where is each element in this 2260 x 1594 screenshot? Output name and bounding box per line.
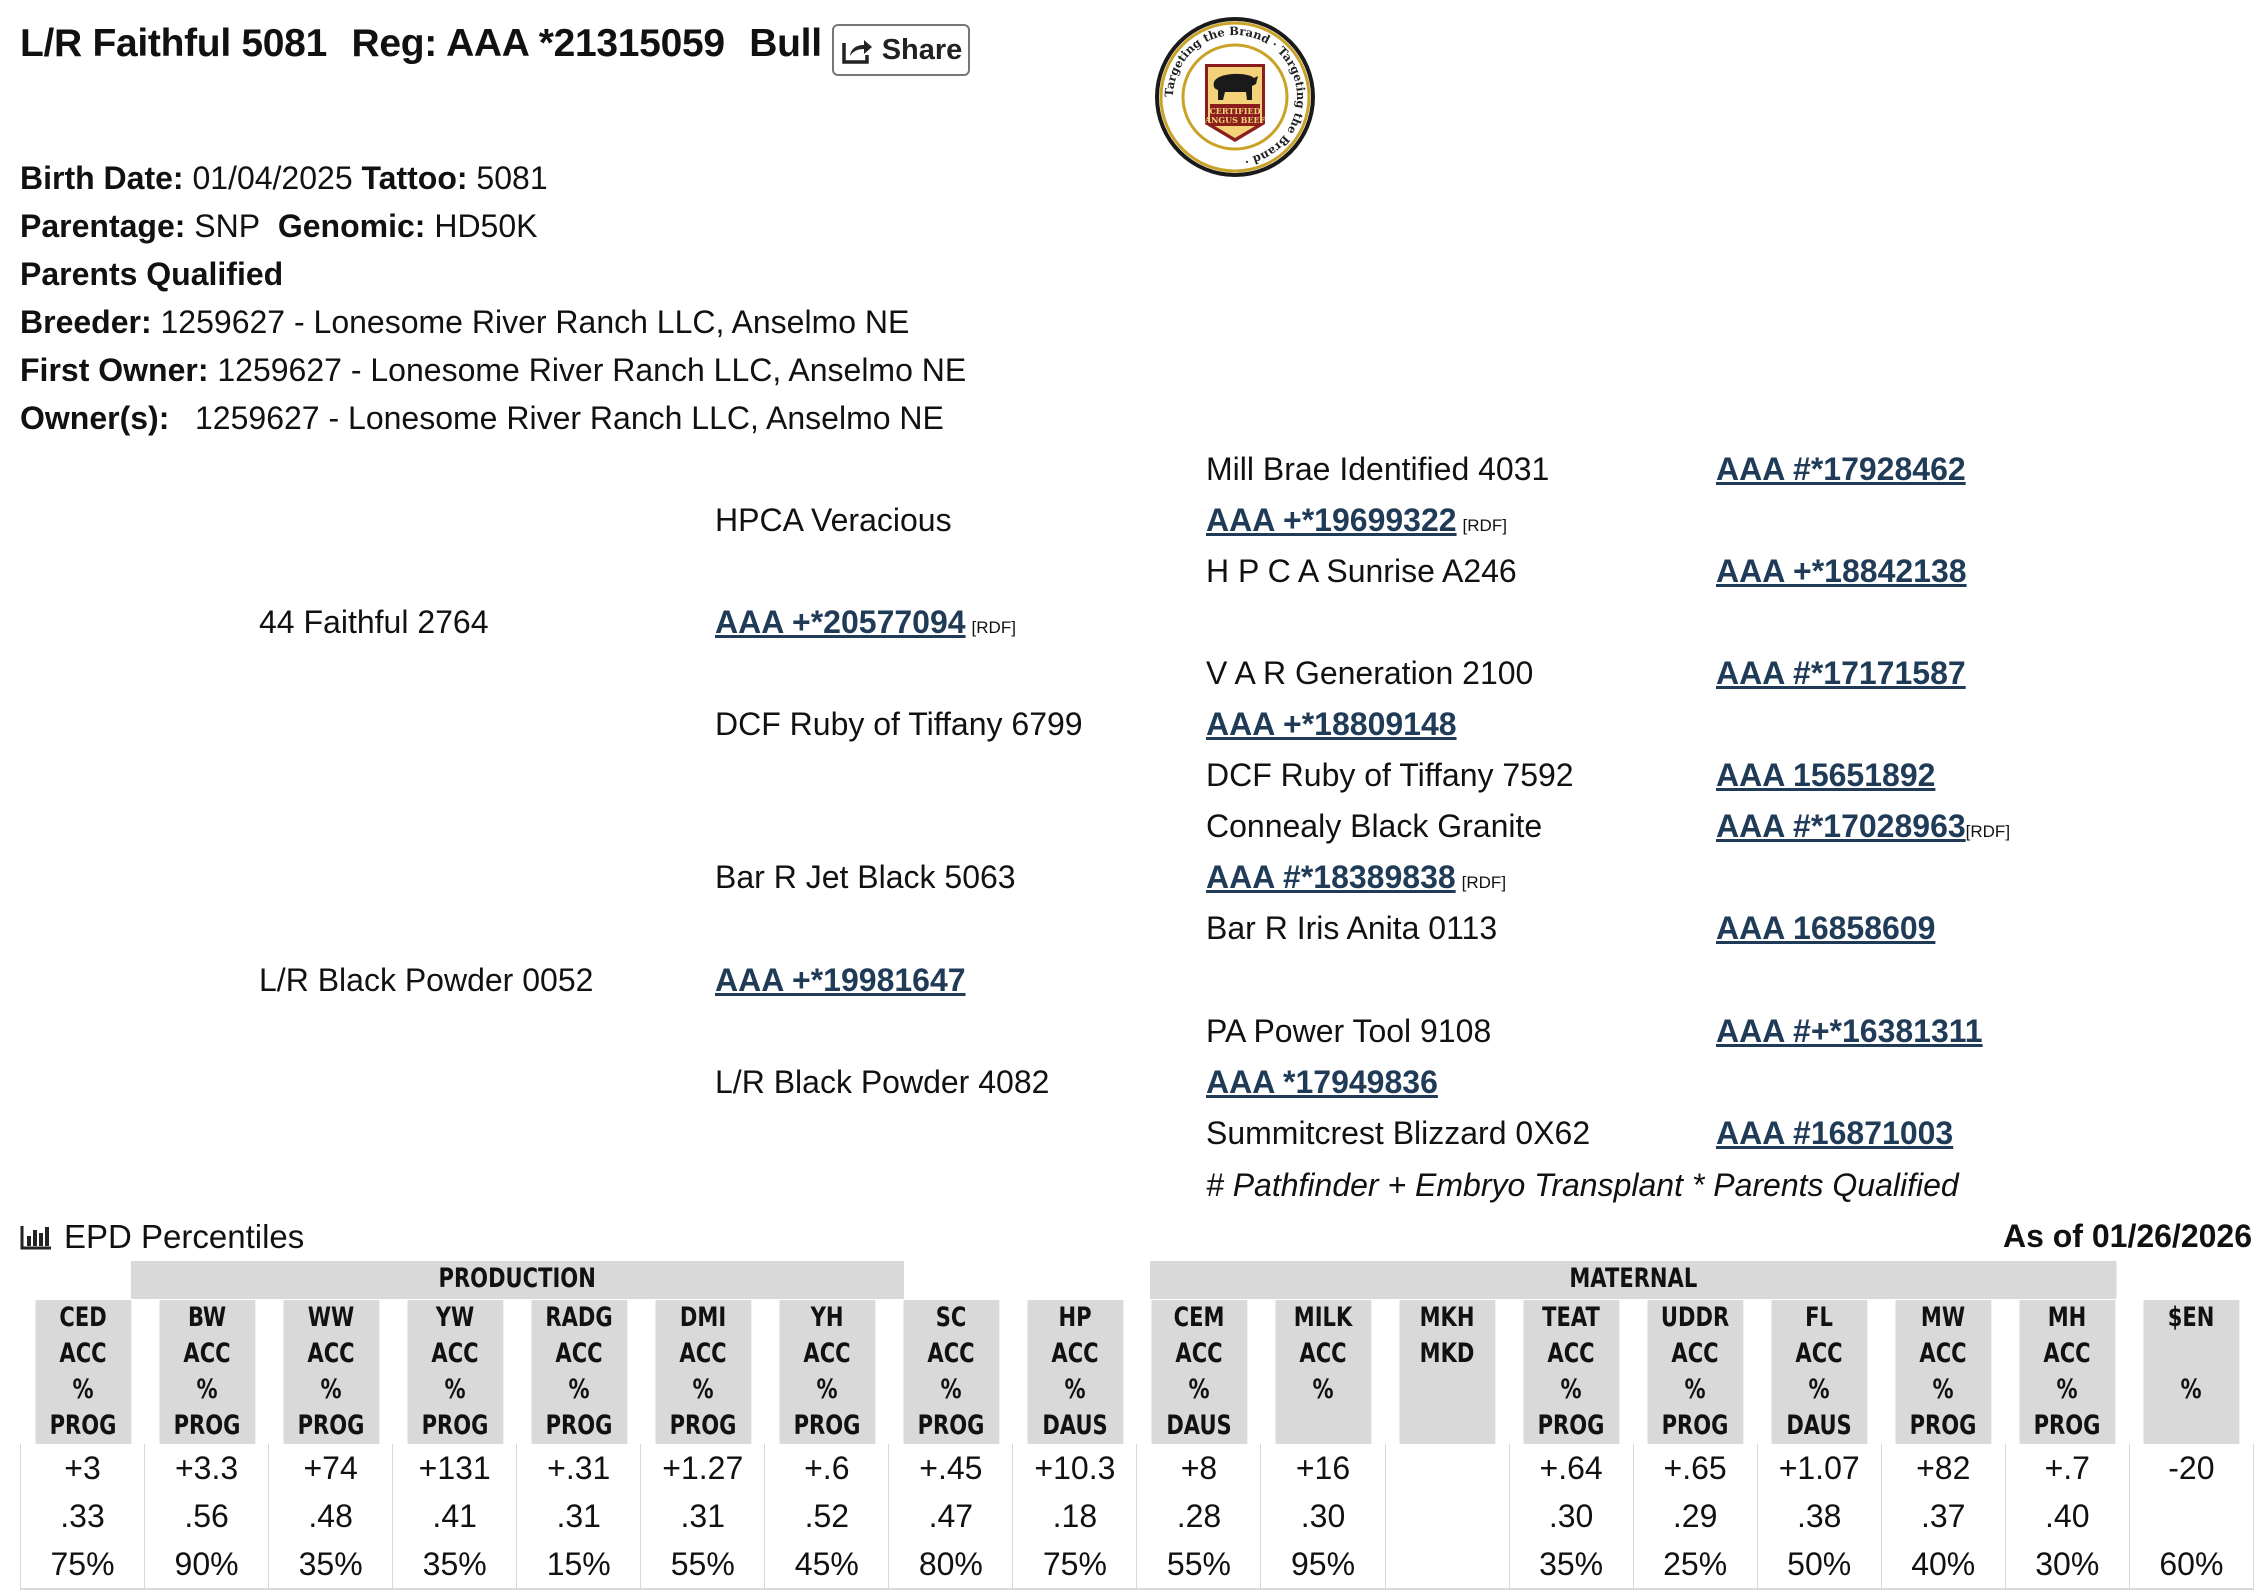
- epd-header-line: %: [1932, 1374, 1954, 1405]
- pedigree-sss-reg-link[interactable]: AAA #*17928462: [1716, 451, 1966, 487]
- epd-header-line: PROG: [669, 1410, 737, 1441]
- epd-value: 30%: [2005, 1540, 2129, 1589]
- epd-header-line: %: [568, 1374, 590, 1405]
- epd-value: .40: [2005, 1492, 2129, 1540]
- epd-col-header: [530, 1300, 627, 1445]
- epd-header-line: TEAT: [1542, 1302, 1600, 1333]
- epd-header-line: ACC: [431, 1338, 479, 1369]
- epd-value: +.45: [889, 1444, 1013, 1492]
- epd-header-line: [2143, 1408, 2239, 1444]
- epd-header-line: %: [1312, 1374, 1334, 1405]
- parentage-row: Parentage: SNP Genomic: HD50K: [20, 208, 538, 244]
- epd-header-line: $EN: [2168, 1302, 2215, 1333]
- pedigree-dd-name: L/R Black Powder 4082: [715, 1064, 1050, 1100]
- share-icon: [840, 35, 874, 65]
- epd-value: +.31: [517, 1444, 641, 1492]
- epd-value: +.64: [1509, 1444, 1633, 1492]
- epd-value: 45%: [765, 1540, 889, 1589]
- pedigree-ss-reg-link[interactable]: AAA +*19699322: [1206, 502, 1457, 538]
- epd-header-line: PROG: [917, 1410, 985, 1441]
- epd-value: +.6: [765, 1444, 889, 1492]
- epd-value: 80%: [889, 1540, 1013, 1589]
- epd-header-line: UDDR: [1660, 1302, 1730, 1333]
- epd-header-line: %: [2056, 1374, 2078, 1405]
- pedigree-sds-reg-link[interactable]: AAA #*17171587: [1716, 655, 1966, 691]
- rdf-tag: [RDF]: [1462, 516, 1507, 535]
- pedigree-ddd-reg-link[interactable]: AAA #16871003: [1716, 1115, 1954, 1151]
- birth-date: 01/04/2025: [192, 160, 353, 196]
- epd-value: [1385, 1492, 1509, 1540]
- epd-header-line: PROG: [421, 1410, 489, 1441]
- epd-header-line: FL: [1805, 1302, 1834, 1333]
- pedigree-sire-reg-row: [715, 604, 1016, 641]
- rdf-tag: [RDF]: [971, 618, 1016, 637]
- epd-header-line: [1399, 1408, 1495, 1444]
- epd-value: 95%: [1261, 1540, 1385, 1589]
- epd-header-line: RADG: [545, 1302, 613, 1333]
- epd-header-line: ACC: [1671, 1338, 1719, 1369]
- epd-value: 35%: [393, 1540, 517, 1589]
- epd-header-line: DMI: [679, 1302, 726, 1333]
- pedigree-dss-reg-row: [1716, 808, 2010, 845]
- epd-header-line: ACC: [555, 1338, 603, 1369]
- epd-col-header: [2143, 1300, 2240, 1445]
- epd-value: +8: [1137, 1444, 1261, 1492]
- epd-value: .30: [1509, 1492, 1633, 1540]
- pedigree-sdd-name: DCF Ruby of Tiffany 7592: [1206, 757, 1574, 793]
- epd-value: [1385, 1540, 1509, 1589]
- epd-value: [1385, 1444, 1509, 1492]
- epd-header-line: MKD: [1419, 1338, 1475, 1369]
- epd-header-line: [2143, 1336, 2239, 1372]
- epd-value: [2129, 1492, 2253, 1540]
- owners: 1259627 - Lonesome River Ranch LLC, Anselmo NE: [195, 400, 944, 436]
- epd-value: +3.3: [145, 1444, 269, 1492]
- epd-value: 50%: [1757, 1540, 1881, 1589]
- epd-header-line: PROG: [793, 1410, 861, 1441]
- epd-header-line: PROG: [297, 1410, 365, 1441]
- epd-header-line: CEM: [1173, 1302, 1225, 1333]
- epd-value: .52: [765, 1492, 889, 1540]
- epd-table: [20, 1261, 2254, 1590]
- pedigree-ds-reg-row: [1206, 859, 1506, 896]
- epd-value: 75%: [21, 1540, 145, 1589]
- svg-text:CERTIFIED: CERTIFIED: [1209, 106, 1261, 116]
- epd-header-line: %: [692, 1374, 714, 1405]
- pedigree-ssd-reg-link[interactable]: AAA +*18842138: [1716, 553, 1967, 589]
- animal-registration: Reg: AAA *21315059: [351, 22, 725, 65]
- pedigree-ds-reg-link[interactable]: AAA #*18389838: [1206, 859, 1456, 895]
- epd-value: +82: [1881, 1444, 2005, 1492]
- epd-header-line: %: [196, 1374, 218, 1405]
- epd-header-line: ACC: [1795, 1338, 1843, 1369]
- epd-header-line: %: [2180, 1374, 2202, 1405]
- epd-col-header: [778, 1300, 875, 1445]
- epd-header-line: [1399, 1372, 1495, 1408]
- pedigree-ssd-name: H P C A Sunrise A246: [1206, 553, 1517, 589]
- animal-title: [20, 22, 836, 66]
- certified-angus-beef-logo: [1152, 14, 1318, 180]
- animal-name: L/R Faithful 5081: [20, 22, 327, 65]
- epd-header-line: %: [1188, 1374, 1210, 1405]
- epd-header-line: %: [1808, 1374, 1830, 1405]
- svg-text:ANGUS BEEF: ANGUS BEEF: [1204, 115, 1266, 125]
- epd-header-line: DAUS: [1166, 1410, 1232, 1441]
- epd-value: +1.07: [1757, 1444, 1881, 1492]
- epd-header-line: PROG: [49, 1410, 116, 1441]
- pedigree-ddd-name: Summitcrest Blizzard 0X62: [1206, 1115, 1591, 1151]
- epd-header-line: MKH: [1419, 1302, 1475, 1333]
- epd-col-header: [158, 1300, 255, 1445]
- epd-value: .47: [889, 1492, 1013, 1540]
- epd-header-line: %: [940, 1374, 962, 1405]
- pedigree-sss-name: Mill Brae Identified 4031: [1206, 451, 1550, 487]
- epd-header-line: ACC: [927, 1338, 975, 1369]
- epd-value: .48: [269, 1492, 393, 1540]
- epd-header-line: %: [1064, 1374, 1086, 1405]
- epd-col-header: [406, 1300, 503, 1445]
- epd-header-line: PROG: [2033, 1410, 2101, 1441]
- pedigree-ss-reg-row: [1206, 502, 1507, 539]
- svg-text:Targeting the Brand · Targetin: Targeting the Brand · Targeting the Brand ·: [1161, 23, 1309, 170]
- pedigree-dd-reg-link[interactable]: AAA *17949836: [1206, 1064, 1438, 1100]
- pedigree-ds-name: Bar R Jet Black 5063: [715, 859, 1016, 895]
- epd-value: .41: [393, 1492, 517, 1540]
- rdf-tag: [RDF]: [1965, 822, 2011, 841]
- pedigree-dam-reg-link[interactable]: AAA +*19981647: [715, 962, 966, 998]
- epd-col-header: [282, 1300, 379, 1445]
- rdf-tag: [RDF]: [1461, 873, 1507, 892]
- epd-value: .56: [145, 1492, 269, 1540]
- epd-value: .38: [1757, 1492, 1881, 1540]
- epd-value: +16: [1261, 1444, 1385, 1492]
- epd-value: +1.27: [641, 1444, 765, 1492]
- epd-header-line: ACC: [1547, 1338, 1595, 1369]
- first-owner: 1259627 - Lonesome River Ranch LLC, Anselmo NE: [217, 352, 967, 388]
- animal-sex: Bull: [749, 22, 822, 65]
- epd-value: .31: [517, 1492, 641, 1540]
- epd-header-line: BW: [187, 1302, 226, 1333]
- epd-col-header: [1151, 1300, 1248, 1445]
- epd-header-line: PROG: [545, 1410, 613, 1441]
- first-owner-row: First Owner: 1259627 - Lonesome River Ranch LLC, Anselmo NE: [20, 352, 967, 388]
- epd-header-line: CED: [58, 1302, 107, 1333]
- epd-header-line: PROG: [173, 1410, 240, 1441]
- pedigree-ss-name: HPCA Veracious: [715, 502, 952, 538]
- group-production: PRODUCTION: [130, 1261, 904, 1300]
- epd-value: .18: [1013, 1492, 1137, 1540]
- epd-value: .30: [1261, 1492, 1385, 1540]
- epd-value: +74: [269, 1444, 393, 1492]
- epd-value: 15%: [517, 1540, 641, 1589]
- epd-col-header: [1275, 1300, 1372, 1445]
- epd-header-line: ACC: [1175, 1338, 1223, 1369]
- epd-header-line: ACC: [1051, 1338, 1099, 1369]
- genomic: HD50K: [434, 208, 538, 244]
- breeder: 1259627 - Lonesome River Ranch LLC, Anselmo NE: [160, 304, 910, 340]
- epd-col-header: [1771, 1300, 1868, 1445]
- epd-value: 35%: [269, 1540, 393, 1589]
- epd-col-header: [654, 1300, 751, 1445]
- epd-header-line: PROG: [1909, 1410, 1977, 1441]
- epd-percentiles-heading: [20, 1218, 304, 1256]
- parentage: SNP: [194, 208, 261, 244]
- epd-value: 60%: [2129, 1540, 2253, 1589]
- pedigree-dsd-name: Bar R Iris Anita 0113: [1206, 910, 1498, 946]
- epd-value: .37: [1881, 1492, 2005, 1540]
- epd-value: 35%: [1509, 1540, 1633, 1589]
- epd-value: .29: [1633, 1492, 1757, 1540]
- epd-value: .28: [1137, 1492, 1261, 1540]
- group-maternal: MATERNAL: [1149, 1261, 2117, 1300]
- pedigree-sd-reg-link[interactable]: AAA +*18809148: [1206, 706, 1457, 742]
- epd-value: 55%: [641, 1540, 765, 1589]
- epd-value: +.7: [2005, 1444, 2129, 1492]
- epd-header-line: ACC: [307, 1338, 355, 1369]
- pedigree-dsd-reg-link[interactable]: AAA 16858609: [1716, 910, 1936, 946]
- birth-tattoo-row: Birth Date: 01/04/2025 Tattoo: 5081: [20, 160, 548, 196]
- epd-header-line: %: [1560, 1374, 1582, 1405]
- epd-value: +.65: [1633, 1444, 1757, 1492]
- pedigree-sdd-reg-link[interactable]: AAA 15651892: [1716, 757, 1936, 793]
- pedigree-sds-name: V A R Generation 2100: [1206, 655, 1534, 691]
- epd-header-line: ACC: [1919, 1338, 1967, 1369]
- epd-value: 25%: [1633, 1540, 1757, 1589]
- epd-col-header: [1647, 1300, 1744, 1445]
- epd-header-line: ACC: [1299, 1338, 1347, 1369]
- epd-col-header: [1027, 1300, 1124, 1445]
- epd-value: +10.3: [1013, 1444, 1137, 1492]
- pedigree-dds-reg-link[interactable]: AAA #+*16381311: [1716, 1013, 1983, 1049]
- parents-qualified: Parents Qualified: [20, 256, 284, 292]
- epd-title: EPD Percentiles: [64, 1218, 305, 1255]
- epd-header-line: SC: [935, 1302, 967, 1333]
- owners-row: Owner(s): 1259627 - Lonesome River Ranch LLC, Anselmo NE: [20, 400, 944, 436]
- epd-header-line: WW: [307, 1302, 354, 1333]
- pedigree-dss-name: Connealy Black Granite: [1206, 808, 1543, 844]
- epd-header-line: %: [816, 1374, 838, 1405]
- epd-header-line: YW: [435, 1302, 474, 1333]
- epd-col-header: [1523, 1300, 1620, 1445]
- epd-header-line: ACC: [803, 1338, 851, 1369]
- epd-header-line: PROG: [1537, 1410, 1605, 1441]
- pedigree-legend: # Pathfinder + Embryo Transplant * Parents Qualified: [1206, 1167, 1959, 1203]
- epd-header-line: MILK: [1293, 1302, 1353, 1333]
- epd-header-line: ACC: [679, 1338, 727, 1369]
- epd-header-line: ACC: [2043, 1338, 2091, 1369]
- breeder-row: Breeder: 1259627 - Lonesome River Ranch LLC, Anselmo NE: [20, 304, 910, 340]
- epd-header-line: MH: [2047, 1302, 2087, 1333]
- epd-header-line: %: [444, 1374, 466, 1405]
- epd-header-line: PROG: [1661, 1410, 1729, 1441]
- share-label: Share: [881, 33, 963, 66]
- epd-header-line: DAUS: [1786, 1410, 1852, 1441]
- epd-header-line: MW: [1921, 1302, 1966, 1333]
- epd-header-line: %: [320, 1374, 342, 1405]
- epd-col-header: [34, 1300, 131, 1445]
- epd-value: .31: [641, 1492, 765, 1540]
- pedigree-dds-name: PA Power Tool 9108: [1206, 1013, 1492, 1049]
- epd-value: 75%: [1013, 1540, 1137, 1589]
- epd-value: 55%: [1137, 1540, 1261, 1589]
- pedigree-sd-name: DCF Ruby of Tiffany 6799: [715, 706, 1083, 742]
- epd-col-header: [1399, 1300, 1496, 1445]
- as-of-date: As of 01/26/2026: [2002, 1218, 2252, 1254]
- epd-col-header: [2019, 1300, 2116, 1445]
- epd-header-line: DAUS: [1042, 1410, 1108, 1441]
- epd-col-header: [902, 1300, 999, 1445]
- epd-value: -20: [2129, 1444, 2253, 1492]
- pedigree-sire-name: 44 Faithful 2764: [259, 604, 489, 640]
- epd-col-header: [1895, 1300, 1992, 1445]
- tattoo: 5081: [476, 160, 548, 196]
- share-button[interactable]: [832, 24, 970, 76]
- epd-header-line: ACC: [58, 1338, 107, 1369]
- epd-value: 40%: [1881, 1540, 2005, 1589]
- epd-value: 90%: [145, 1540, 269, 1589]
- epd-value: +131: [393, 1444, 517, 1492]
- epd-header-line: ACC: [182, 1338, 231, 1369]
- pedigree-sire-reg-link[interactable]: AAA +*20577094: [715, 604, 966, 640]
- epd-value: +3: [21, 1444, 145, 1492]
- pedigree-dam-name: L/R Black Powder 0052: [259, 962, 594, 998]
- epd-header-line: [1275, 1408, 1371, 1444]
- pedigree-dss-reg-link[interactable]: AAA #*17028963: [1716, 808, 1966, 844]
- epd-header-line: YH: [810, 1302, 844, 1333]
- epd-header-line: %: [1684, 1374, 1706, 1405]
- epd-header-line: %: [71, 1374, 94, 1405]
- epd-header-line: HP: [1058, 1302, 1092, 1333]
- bar-chart-icon: [20, 1224, 52, 1250]
- epd-value: .33: [21, 1492, 145, 1540]
